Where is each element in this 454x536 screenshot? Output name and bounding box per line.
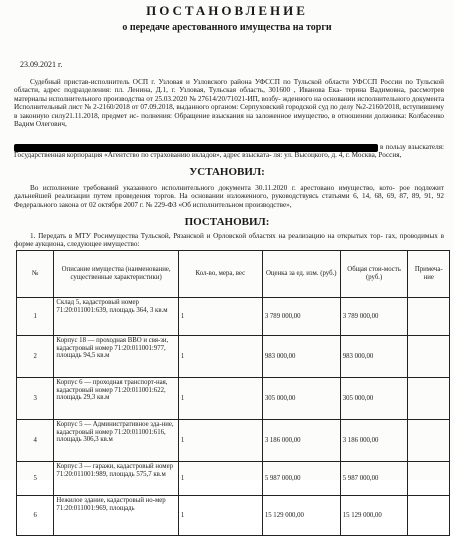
- cell-unit-price: 5 987 000,00: [262, 462, 340, 496]
- cell-number: 1: [17, 298, 54, 336]
- table-header-row: [17, 251, 450, 298]
- paragraph-grounds: [14, 184, 444, 209]
- cell-quantity: 1: [178, 496, 262, 536]
- cell-note: [408, 336, 450, 378]
- document-subtitle: о передаче арестованного имущества на торги: [122, 22, 332, 33]
- heading-resolved: ПОСТАНОВИЛ:: [184, 216, 270, 228]
- table-row: [17, 336, 450, 378]
- cell-unit-price: 3 789 000,00: [262, 298, 340, 336]
- header-unit-price: Оценка за ед. изм. (руб.): [262, 251, 340, 298]
- header-quantity: Кол-во, мера, вес: [178, 251, 262, 298]
- table-row: [17, 462, 450, 496]
- cell-total: 15 129 000,00: [340, 496, 408, 536]
- cell-description: Нежилое здание, кадастровый но-мер 71:20:011001:969, площадь: [54, 496, 178, 536]
- cell-quantity: 1: [178, 298, 262, 336]
- table-row: [17, 298, 450, 336]
- heading-established: УСТАНОВИЛ:: [189, 166, 265, 178]
- header-total: Общая стои-мость (руб.): [340, 251, 408, 298]
- cell-description: Корпус 6 — проходная транспорт-ная, кадастровый номер 71:20:011001:622, площадь 29,3 кв.м: [54, 378, 178, 420]
- text-line: Во исполнение требований указанного исполнительного документа 30.11.2020 г. арестовано имущество, кото-: [30, 184, 400, 192]
- header-description: Описание имущества (наименование, существенные характеристики): [54, 251, 178, 298]
- property-table: [16, 250, 450, 536]
- paragraph-claimant: [14, 143, 444, 160]
- cell-description: Склад 5, кадастровый номер 71:20:011001:639, площадь 364, 3 кв.м: [54, 298, 178, 336]
- header-note: Примеча-ние: [408, 251, 450, 298]
- header-number: №: [17, 251, 54, 298]
- cell-description: Корпус 3 — гаражи, кадастровый номер 71:20:011001:989, площадь 575,7 кв.м: [54, 462, 178, 496]
- cell-description: Корпус 5 — Административное зда-ние, кадастровый номер 71:20:011001:616, площадь 306,3 кв.м: [54, 420, 178, 462]
- text-line: На основании изложенного, руководствуясь статьями 6, 14, 68, 69, 87, 89, 91, 92 Федерального закона от 02: [14, 192, 444, 209]
- cell-number: 5: [17, 462, 54, 496]
- text-line: октября 2007 г. № 229-ФЗ «Об исполнительном производстве»,: [97, 200, 292, 209]
- cell-unit-price: 305 000,00: [262, 378, 340, 420]
- cell-total: 5 987 000,00: [340, 462, 408, 496]
- cell-unit-price: 3 186 000,00: [262, 420, 340, 462]
- document-date: 23.09.2021 г.: [20, 60, 63, 69]
- cell-quantity: 1: [178, 420, 262, 462]
- cell-total: 305 000,00: [340, 378, 408, 420]
- table-row: [17, 378, 450, 420]
- text-line: в пользу взыскателя: Государственная корпорация «Агентство по страхованию вкладов», адрес взыската-: [14, 143, 444, 160]
- table-row: [17, 420, 450, 462]
- text-line: полнения: Обращение взыскания на заложенное имущество, в отношении должника: Колбасенко Вадим Олегович,: [14, 111, 444, 129]
- text-line: 1. Передать в МТУ Росимущества Тульской, Рязанской и Орловской областях на реализацию на открытых тор-: [30, 232, 386, 240]
- table-row: [17, 496, 450, 536]
- document-title: ПОСТАНОВЛЕНИЕ: [146, 3, 308, 18]
- cell-note: [408, 420, 450, 462]
- cell-number: 6: [17, 496, 54, 536]
- cell-unit-price: 983 000,00: [262, 336, 340, 378]
- text-line: рое подлежит дальнейшей реализации путем проведения торгов.: [14, 184, 444, 201]
- cell-number: 3: [17, 378, 54, 420]
- cell-description: Корпус 18 — проходная ВВО и свя-зи, кадастровый номер 71:20:011001:977, площадь 94,5 кв.м: [54, 336, 178, 378]
- text-line: органом: Серпуховский городской суд по делу №2-2160/2018, вступившему в законную силу21.11.2018, предмет ис-: [14, 103, 444, 120]
- paragraph-preamble: [14, 78, 444, 128]
- paragraph-transfer: [14, 232, 444, 249]
- cell-total: 3 186 000,00: [340, 420, 408, 462]
- cell-total: 983 000,00: [340, 336, 408, 378]
- cell-quantity: 1: [178, 378, 262, 420]
- text-line: терина Вадимовна, рассмотрев материалы исполнительного производства от 25.03.2020 № 27614/20/71021-ИП, возбу-: [14, 86, 444, 103]
- cell-note: [408, 298, 450, 336]
- cell-quantity: 1: [178, 336, 262, 378]
- text-line: Судебный пристав-исполнитель ОСП г. Узловая и Узловского района УФССП по Тульской области УФССП: [30, 78, 381, 86]
- cell-unit-price: 15 129 000,00: [262, 496, 340, 536]
- cell-quantity: 1: [178, 462, 262, 496]
- text-line: России по Тульской области, адрес подразделения: пл. Ленина, Д.1, г. Узловая, Тульская область, 301600 , Иванова Ека-: [14, 78, 444, 95]
- text-line: ля: ул. Высоцкого, д. 4, г. Москва, Россия,: [273, 151, 402, 160]
- text-line: гах, проводимых в форме аукциона, следующее имущество:: [14, 232, 444, 249]
- cell-number: 2: [17, 336, 54, 378]
- text-line: жденного на основании исполнительного документа Исполнительный лист № 2-2160/2018 от 07.09.2018, выданного: [14, 94, 445, 112]
- cell-note: [408, 496, 450, 536]
- cell-note: [408, 378, 450, 420]
- cell-note: [408, 462, 450, 496]
- cell-total: 3 789 000,00: [340, 298, 408, 336]
- cell-number: 4: [17, 420, 54, 462]
